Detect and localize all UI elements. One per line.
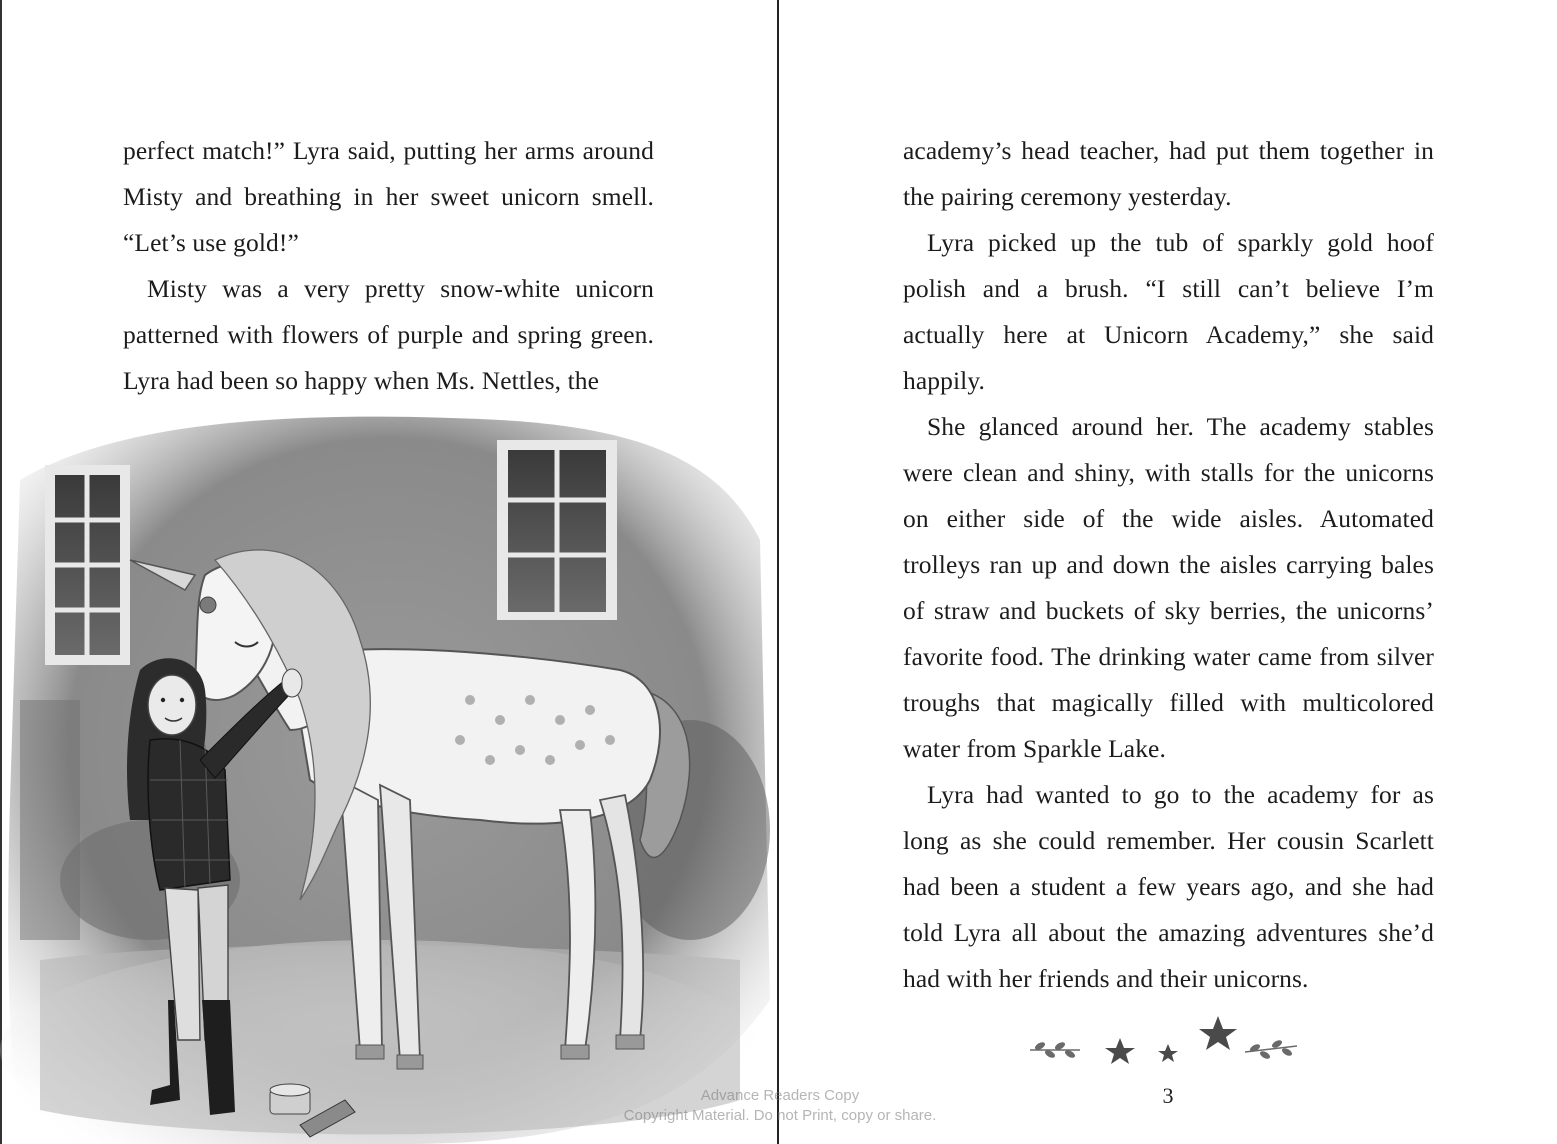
left-window (45, 465, 130, 665)
right-page-text (903, 128, 1434, 1002)
polish-tub (270, 1084, 310, 1114)
paragraph: Lyra had wanted to go to the academy for as long as she could remember. Her cousin Scarlett had been a student a few years ago, and she had told Lyra all about the amazing adventures she’d had with her friends and their unicorns. (903, 780, 1434, 993)
right-window (497, 440, 617, 620)
paragraph: Lyra picked up the tub of sparkly gold hoof polish and a brush. “I still can’t believe I’m actually here at Unicorn Academy,” she said happily. (903, 228, 1434, 395)
page-number: 3 (1162, 1083, 1174, 1108)
left-page-text (123, 128, 654, 404)
stars-and-leaves-ornament (1025, 1012, 1305, 1064)
paragraph: Misty was a very pretty snow-white unicorn patterned with flowers of purple and spring green. Lyra had been so happy when Ms. Nettles, the (123, 274, 654, 395)
watermark (590, 1086, 970, 1126)
girl-grooming-unicorn-illustration (0, 400, 778, 1144)
paragraph: She glanced around her. The academy stables were clean and shiny, with stalls for the unicorns on either side of the wide aisles. Automated trolleys ran up and down the aisles carrying bales of straw and buckets of sky berries, the unicorns’ favorite food. The drinking water came from silver troughs that magically filled with multicolored water from Sparkle Lake. (903, 412, 1434, 763)
paragraph: perfect match!” Lyra said, putting her arms around Misty and breathing in her sweet unicorn smell. “Let’s use gold!” (123, 136, 654, 257)
left-page (0, 0, 778, 1144)
paragraph: academy’s head teacher, had put them together in the pairing ceremony yesterday. (903, 136, 1434, 211)
watermark-line: Advance Readers Copy (700, 1087, 860, 1104)
watermark-line: Copyright Material. Do not Print, copy or share. (623, 1107, 937, 1124)
